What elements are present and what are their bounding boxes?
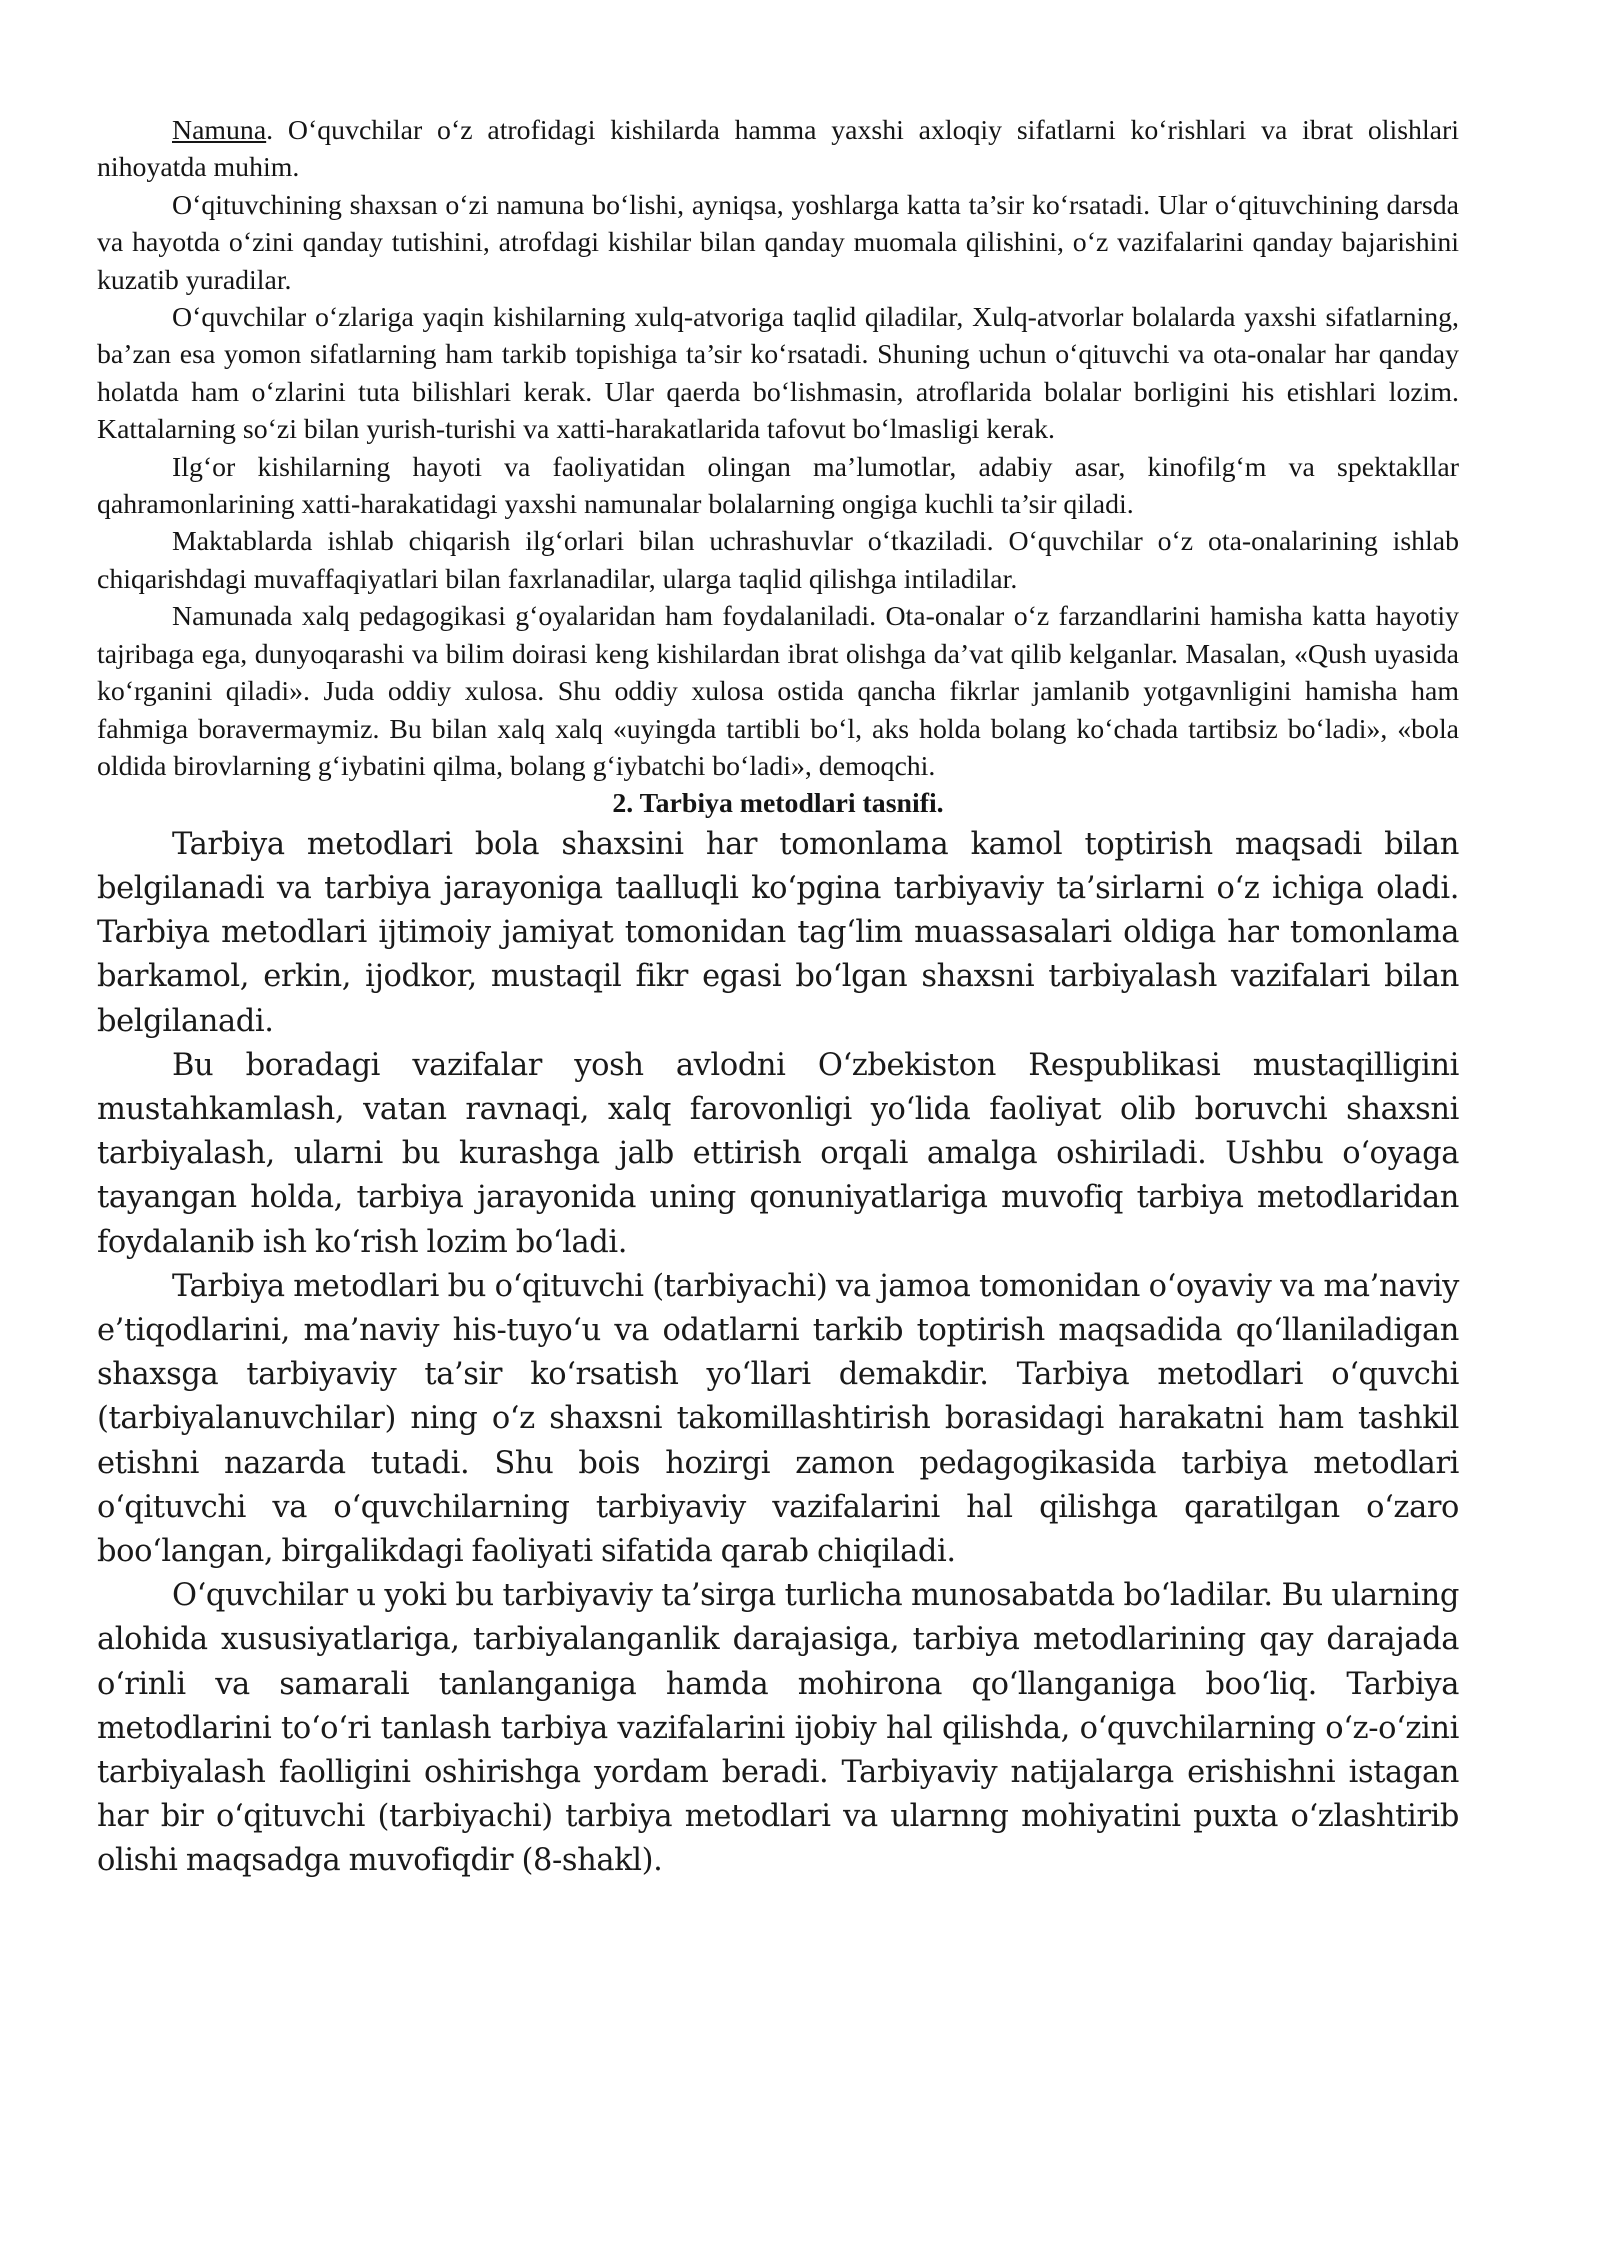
term-namuna: Namuna — [172, 115, 267, 146]
paragraph-namuna-text: . O‘quvchilar o‘z atrofidagi kishilarda hamma yaxshi axloqiy sifatlarni ko‘rishlari va ibrat olishlari nihoyatda muhim. — [97, 115, 1459, 184]
paragraph-namuna — [97, 112, 1459, 187]
document-page — [97, 112, 1459, 1884]
paragraph: Ilg‘or kishilarning hayoti va faoliyatidan olingan ma’lumotlar, adabiy asar, kinofilg‘m va spektakllar qahramonlarining xatti-harakatidagi yaxshi namunalar bolalarning ongiga kuchli ta’sir qiladi. — [97, 451, 1459, 521]
section-heading: 2. Tarbiya metodlari tasnifi. — [612, 788, 944, 820]
paragraph: O‘quvchilar o‘zlariga yaqin kishilarning xulq-atvoriga taqlid qiladilar, Xulq-atvorlar bolalarda yaxshi sifatlarning, ba’zan esa yomon sifatlarning ham tarkib topishiga ta’sir ko‘rsatadi. Shuning uchun o‘qituvchi va ota-onalar har qanday holatda ham o‘zlarini tuta bilishlari kerak. Ular qaerda bo‘lishmasin, atroflarida bolalar borligini his etishlari lozim. Kattalarning so‘zi bilan yurish-turishi va xatti-harakatlarida tafovut bo‘lmasligi kerak. — [97, 302, 1459, 446]
paragraph: Tarbiya metodlari bu o‘qituvchi (tarbiyachi) va jamoa tomonidan o‘oyaviy va ma’naviy e’tiqodlarini, ma’naviy his-tuyo‘u va odatlarni tarkib toptirish maqsadida qo‘llaniladigan shaxsga tarbiyaviy ta’sir ko‘rsatish yo‘llari demakdir. Tarbiya metodlari o‘quvchi (tarbiyalanuvchilar) ning o‘z shaxsni takomillashtirish borasidagi harakatni ham tashkil etishni nazarda tutadi. Shu bois hozirgi zamon pedagogikasida tarbiya metodlari o‘qituvchi va o‘quvchilarning tarbiyaviy vazifalarini hal qilishga qaratilgan o‘zaro boo‘langan, birgalikdagi faoliyati sifatida qarab chiqiladi. — [97, 1268, 1459, 1569]
paragraph: Bu boradagi vazifalar yosh avlodni O‘zbekiston Respublikasi mustaqilligini mustahkamlash, vatan ravnaqi, xalq farovonligi yo‘lida faoliyat olib boruvchi shaxsni tarbiyalash, ularni bu kurashga jalb ettirish orqali amalga oshiriladi. Ushbu o‘oyaga tayangan holda, tarbiya jarayonida uning qonuniyatlariga muvofiq tarbiya metodlaridan foydalanib ish ko‘rish lozim bo‘ladi. — [97, 1047, 1459, 1260]
paragraph: Tarbiya metodlari bola shaxsini har tomonlama kamol toptirish maqsadi bilan belgilanadi va tarbiya jarayoniga taalluqli ko‘pgina tarbiyaviy ta’sirlarni o‘z ichiga oladi. Tarbiya metodlari ijtimoiy jamiyat tomonidan tag‘lim muassasalari oldiga har tomonlama barkamol, erkin, ijodkor, mustaqil fikr egasi bo‘lgan shaxsni tarbiyalash vazifalari bilan belgilanadi. — [97, 826, 1459, 1039]
paragraph: O‘qituvchining shaxsan o‘zi namuna bo‘lishi, ayniqsa, yoshlarga katta ta’sir ko‘rsatadi. Ular o‘qituvchining darsda va hayotda o‘zini qanday tutishini, atrofdagi kishilar bilan qanday muomala qilishini, o‘z vazifalarini qanday bajarishini kuzatib yuradilar. — [97, 189, 1459, 296]
paragraph: Maktablarda ishlab chiqarish ilg‘orlari bilan uchrashuvlar o‘tkaziladi. O‘quvchilar o‘z ota-onalarining ishlab chiqarishdagi muvaffaqiyatlari bilan faxrlanadilar, ularga taqlid qilishga intiladilar. — [97, 526, 1459, 595]
paragraph: Namunada xalq pedagogikasi g‘oyalaridan ham foydalaniladi. Ota-onalar o‘z farzandlarini hamisha katta hayotiy tajribaga ega, dunyoqarashi va bilim doirasi keng kishilardan ibrat olishga da’vat qilib kelganlar. Masalan, «Qush uyasida ko‘rganini qiladi». Juda oddiy xulosa. Shu oddiy xulosa ostida qancha fikrlar jamlanib yotgavnligini hamisha ham fahmiga boravermaymiz. Bu bilan xalq xalq «uyingda tartibli bo‘l, aks holda bolang ko‘chada tartibsiz bo‘ladi», «bola oldida birovlarning g‘iybatini qilma, bolang g‘iybatchi bo‘ladi», demoqchi. — [97, 601, 1459, 782]
paragraph: O‘quvchilar u yoki bu tarbiyaviy ta’sirga turlicha munosabatda bo‘ladilar. Bu ularning alohida xususiyatlariga, tarbiyalanganlik darajasiga, tarbiya metodlarining qay darajada o‘rinli va samarali tanlanganiga hamda mohirona qo‘llanganiga boo‘liq. Tarbiya metodlarini to‘o‘ri tanlash tarbiya vazifalarini ijobiy hal qilishda, o‘quvchilarning o‘z-o‘zini tarbiyalash faolligini oshirishga yordam beradi. Tarbiyaviy natijalarga erishishni istagan har bir o‘qituvchi (tarbiyachi) tarbiya metodlari va ularnng mohiyatini puxta o‘zlashtirib olishi maqsadga muvofiqdir (8-shakl). — [97, 1578, 1459, 1879]
